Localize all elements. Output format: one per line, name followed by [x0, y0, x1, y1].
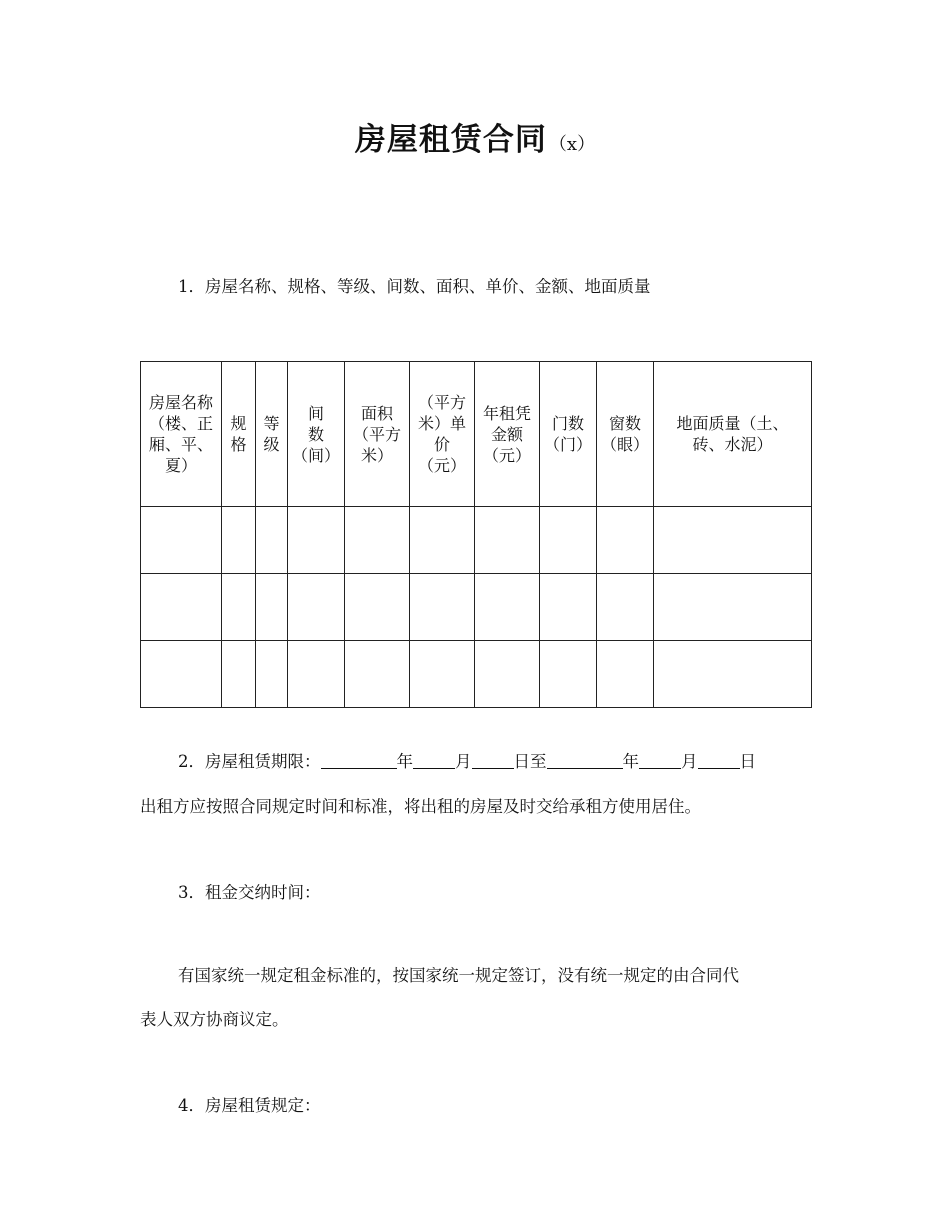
header-door-count: 门数 （门） — [540, 362, 597, 507]
header-window-count: 窗数 （眼） — [597, 362, 654, 507]
property-table — [140, 361, 812, 708]
table-cell[interactable] — [141, 641, 222, 708]
end-month-label: 月 — [681, 752, 698, 771]
document-title — [0, 114, 950, 159]
table-header-row — [141, 362, 812, 507]
table-cell[interactable] — [288, 574, 345, 641]
start-year-blank[interactable] — [321, 751, 397, 769]
table-cell[interactable] — [141, 507, 222, 574]
table-cell[interactable] — [597, 507, 654, 574]
table-cell[interactable] — [540, 641, 597, 708]
table-cell[interactable] — [475, 641, 540, 708]
section-1-heading: 1．房屋名称、规格、等级、间数、面积、单价、金额、地面质量 — [178, 277, 651, 296]
header-grade: 等 级 — [256, 362, 288, 507]
end-year-label: 年 — [622, 752, 639, 771]
section-3-heading: 3．租金交纳时间： — [178, 883, 321, 902]
title-suffix: （x） — [548, 134, 596, 155]
table-cell[interactable] — [410, 574, 475, 641]
table-cell[interactable] — [410, 641, 475, 708]
section-3-paragraph-line-1: 有国家统一规定租金标准的，按国家统一规定签订，没有统一规定的由合同代 — [178, 966, 739, 985]
table-cell[interactable] — [540, 507, 597, 574]
header-annual-rent: 年租凭 金额 （元） — [475, 362, 540, 507]
end-day-label: 日 — [739, 752, 756, 771]
section-4-heading: 4．房屋租赁规定： — [178, 1096, 321, 1115]
header-area: 面积 （平方 米） — [345, 362, 410, 507]
section-3-paragraph-line-2: 表人双方协商议定。 — [140, 1010, 289, 1029]
end-year-blank[interactable] — [547, 751, 623, 769]
table-cell[interactable] — [222, 574, 256, 641]
table-cell[interactable] — [222, 641, 256, 708]
table-cell[interactable] — [256, 641, 288, 708]
section-2-delivery-text: 出租方应按照合同规定时间和标准，将出租的房屋及时交给承租方使用居住。 — [140, 797, 701, 816]
table-cell[interactable] — [597, 641, 654, 708]
table-cell[interactable] — [288, 507, 345, 574]
header-unit-price: （平方 米）单 价 （元） — [410, 362, 475, 507]
title-main: 房屋租赁合同 — [354, 122, 547, 158]
header-property-name: 房屋名称 （楼、正 厢、平、 夏） — [141, 362, 222, 507]
end-day-blank[interactable] — [698, 751, 740, 769]
table-cell[interactable] — [475, 507, 540, 574]
lease-term-label: 2．房屋租赁期限： — [178, 752, 321, 771]
start-month-label: 月 — [455, 752, 472, 771]
table-cell[interactable] — [345, 507, 410, 574]
section-2-lease-term — [178, 751, 756, 773]
table-row — [141, 507, 812, 574]
table-cell[interactable] — [654, 574, 812, 641]
table-row — [141, 574, 812, 641]
end-month-blank[interactable] — [639, 751, 681, 769]
table-cell[interactable] — [256, 574, 288, 641]
start-year-label: 年 — [396, 752, 413, 771]
table-cell[interactable] — [654, 641, 812, 708]
table-cell[interactable] — [345, 641, 410, 708]
table-cell[interactable] — [288, 641, 345, 708]
table-cell[interactable] — [256, 507, 288, 574]
start-day-blank[interactable] — [472, 751, 514, 769]
table-cell[interactable] — [540, 574, 597, 641]
header-specification: 规 格 — [222, 362, 256, 507]
header-room-count: 间 数 （间） — [288, 362, 345, 507]
table-cell[interactable] — [475, 574, 540, 641]
table-cell[interactable] — [654, 507, 812, 574]
start-month-blank[interactable] — [413, 751, 455, 769]
table-cell[interactable] — [597, 574, 654, 641]
table-cell[interactable] — [222, 507, 256, 574]
header-floor-quality: 地面质量（土、 砖、水泥） — [654, 362, 812, 507]
table-row — [141, 641, 812, 708]
start-day-to-label: 日至 — [513, 752, 547, 771]
table-cell[interactable] — [345, 574, 410, 641]
table-cell[interactable] — [410, 507, 475, 574]
table-cell[interactable] — [141, 574, 222, 641]
